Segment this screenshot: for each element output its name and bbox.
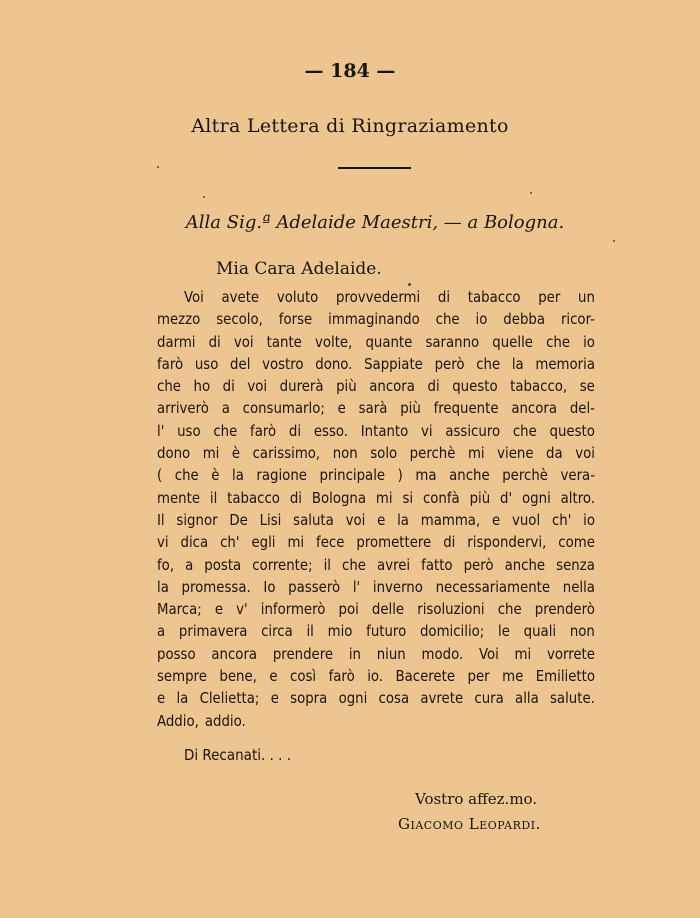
body-word: fo,: [157, 556, 175, 574]
body-word: per: [538, 289, 561, 306]
body-word: Intanto: [360, 422, 409, 440]
body-line: [157, 577, 595, 599]
body-word: necessariamente: [435, 578, 551, 596]
body-word: ): [397, 467, 403, 485]
body-word: Voi: [478, 645, 499, 663]
body-word: immaginando: [328, 311, 420, 329]
body-word: poi: [338, 601, 359, 619]
body-word: Emilietto: [535, 668, 595, 686]
body-word: ancora: [211, 645, 258, 663]
body-word: principale: [319, 467, 386, 485]
body-word: provvedermi: [336, 289, 421, 306]
body-word: l': [157, 422, 165, 440]
body-word: di: [222, 378, 235, 396]
body-word: mi: [514, 645, 532, 663]
body-line: [157, 666, 595, 688]
body-word: che: [213, 422, 238, 440]
body-word: modo.: [421, 645, 464, 663]
body-word: mi: [287, 534, 305, 552]
title-divider: [338, 167, 411, 169]
body-word: circa: [261, 623, 293, 641]
body-word: che: [157, 378, 181, 396]
body-word: che: [512, 422, 537, 440]
body-word: vostro: [262, 355, 304, 373]
body-word: e: [157, 690, 166, 708]
body-line: [157, 354, 595, 376]
body-word: il: [209, 489, 218, 507]
body-word: del: [230, 355, 251, 373]
body-word: ancora: [511, 400, 558, 418]
body-line: [157, 555, 595, 577]
body-line: [157, 510, 595, 532]
body-word: d': [500, 489, 513, 507]
body-word: mi: [375, 489, 393, 507]
body-word: vi: [421, 422, 433, 440]
body-word: voi: [247, 378, 268, 396]
body-word: sarà: [358, 400, 388, 418]
body-word: l': [352, 578, 361, 596]
body-word: Voi: [184, 289, 204, 306]
body-line: [157, 621, 595, 643]
body-word: farò: [328, 668, 355, 686]
body-word: però: [463, 556, 494, 574]
body-word: vorrete: [546, 645, 595, 663]
body-word: inverno: [372, 578, 423, 596]
body-line: [157, 421, 595, 443]
body-word: però: [434, 355, 465, 373]
body-line: [157, 488, 595, 510]
body-word: Il: [157, 511, 165, 529]
body-word: mi: [467, 445, 485, 463]
body-line: [157, 688, 595, 710]
body-word: è: [211, 467, 220, 485]
body-word: così: [290, 668, 317, 686]
body-word: voi: [345, 511, 366, 529]
body-word: la: [176, 690, 189, 708]
body-word: si: [402, 489, 414, 507]
body-word: saluta: [293, 511, 334, 529]
body-word: posso: [157, 645, 196, 663]
body-word: e: [270, 690, 279, 708]
body-word: mamma,: [420, 511, 481, 529]
body-word: più: [400, 400, 421, 418]
body-word: e: [269, 668, 278, 686]
body-word: farò: [157, 355, 184, 373]
body-word: la: [511, 355, 524, 373]
paper-speck: [530, 192, 532, 194]
body-word: le: [498, 623, 510, 641]
signature: Giacomo Leopardi.: [398, 815, 541, 833]
body-word: altro.: [560, 489, 595, 507]
body-word: a: [221, 400, 230, 418]
body-word: che: [435, 311, 460, 329]
body-word: che: [546, 333, 571, 351]
body-word: e: [337, 400, 346, 418]
body-word: in: [348, 645, 361, 663]
body-word: secolo,: [216, 311, 263, 329]
body-line: [157, 711, 595, 733]
body-word: questo: [549, 422, 595, 440]
body-word: memoria: [535, 355, 595, 373]
body-word: voluto: [276, 289, 319, 306]
paper-speck: [157, 166, 159, 168]
body-word: un: [578, 289, 595, 306]
body-word: la: [397, 511, 409, 529]
body-word: Bologna: [311, 489, 367, 507]
body-word: consumarlo;: [242, 400, 325, 418]
body-word: egli: [251, 534, 276, 552]
body-word: mezzo: [157, 311, 201, 329]
body-word: primavera: [178, 623, 248, 641]
body-word: di: [443, 534, 456, 552]
body-word: quali: [523, 623, 557, 641]
body-line: [157, 309, 595, 331]
body-word: ogni: [338, 690, 368, 708]
body-word: arriverò: [157, 400, 209, 418]
body-word: alla: [515, 690, 539, 708]
body-word: che: [497, 601, 522, 619]
body-word: del-: [569, 400, 595, 418]
body-word: addio.: [204, 712, 246, 730]
body-word: il: [306, 623, 314, 641]
body-line: [157, 644, 595, 666]
body-word: perchè: [409, 445, 456, 463]
body-word: darmi: [157, 333, 196, 351]
closing: Vostro affez.mo.: [415, 790, 538, 808]
body-word: voi: [575, 445, 595, 463]
body-word: più: [469, 489, 491, 507]
body-word: ma: [415, 467, 437, 485]
paper-speck: [613, 240, 615, 242]
body-line: [157, 332, 595, 354]
body-line: [157, 398, 595, 420]
body-word: io.: [367, 668, 384, 686]
body-word: informerò: [260, 601, 326, 619]
body-word: Addio,: [157, 712, 199, 730]
body-word: dica: [180, 534, 209, 552]
body-word: non: [569, 623, 595, 641]
body-word: fatto: [421, 556, 453, 574]
body-word: vi: [157, 534, 169, 552]
body-word: più: [336, 378, 357, 396]
body-word: avrei: [377, 556, 411, 574]
body-word: mente: [157, 489, 201, 507]
body-word: cura: [474, 690, 504, 708]
body-word: che: [342, 556, 366, 574]
body-word: non: [332, 445, 358, 463]
body-word: se: [579, 378, 595, 396]
body-line: [157, 376, 595, 398]
body-word: Marca;: [157, 601, 202, 619]
body-word: la: [157, 578, 169, 596]
body-word: avrete: [420, 690, 464, 708]
body-word: quelle: [492, 333, 533, 351]
body-word: come: [558, 534, 595, 552]
body-word: rispondervi,: [467, 534, 547, 552]
body-word: Io: [263, 578, 276, 596]
body-word: tabacco: [467, 289, 521, 306]
body-word: io: [475, 311, 488, 329]
body-word: ogni: [522, 489, 551, 507]
body-line: [157, 465, 595, 487]
body-word: questo: [452, 378, 498, 396]
body-word: tante: [266, 333, 302, 351]
body-word: solo: [370, 445, 398, 463]
body-word: perchè: [502, 467, 548, 485]
body-line: [157, 287, 595, 309]
body-word: ch': [551, 511, 572, 529]
body-word: volte,: [314, 333, 353, 351]
body-word: mio: [327, 623, 353, 641]
body-word: saranno: [425, 333, 480, 351]
body-word: vuol: [511, 511, 541, 529]
body-word: risoluzioni: [417, 601, 485, 619]
body-word: quante: [365, 333, 413, 351]
letter-title: Altra Lettera di Ringraziamento: [191, 115, 509, 137]
body-word: farò: [250, 422, 277, 440]
body-word: vera-: [560, 467, 595, 485]
body-word: posta: [204, 556, 242, 574]
body-word: Bacerete: [395, 668, 456, 686]
body-word: Sappiate: [364, 355, 423, 373]
body-word: me: [502, 668, 524, 686]
body-word: che: [476, 355, 501, 373]
body-word: tabacco: [227, 489, 280, 507]
body-word: ricor-: [560, 311, 595, 329]
body-word: fece: [316, 534, 345, 552]
body-line: [157, 443, 595, 465]
body-word: passerò: [288, 578, 341, 596]
body-word: corrente;: [252, 556, 313, 574]
body-word: di: [437, 289, 451, 306]
body-word: sopra: [290, 690, 328, 708]
body-word: debba: [503, 311, 546, 329]
body-line: [157, 532, 595, 554]
body-word: delle: [371, 601, 405, 619]
body-word: da: [546, 445, 563, 463]
body-word: (: [157, 467, 163, 485]
body-word: di: [427, 378, 440, 396]
body-word: anche: [504, 556, 546, 574]
body-word: cosa: [378, 690, 410, 708]
body-word: Clelietta;: [199, 690, 260, 708]
body-word: ancora: [369, 378, 415, 396]
body-word: assicuro: [445, 422, 501, 440]
letter-body: [157, 287, 595, 733]
body-word: dono: [157, 445, 191, 463]
body-word: e: [377, 511, 386, 529]
body-word: e: [491, 511, 501, 529]
body-word: futuro: [366, 623, 407, 641]
body-word: domicilio;: [419, 623, 485, 641]
body-word: niun: [376, 645, 406, 663]
body-word: prenderò: [534, 601, 595, 619]
body-word: bene,: [219, 668, 257, 686]
body-word: confà: [422, 489, 460, 507]
body-word: è: [231, 445, 241, 463]
body-word: per: [467, 668, 490, 686]
body-word: di: [289, 489, 302, 507]
body-word: di: [288, 422, 302, 440]
body-word: di: [208, 333, 221, 351]
body-word: uso: [177, 422, 201, 440]
body-word: prendere: [272, 645, 334, 663]
addressee-line: Alla Sig.ª Adelaide Maestri, — a Bologna.: [185, 212, 565, 233]
body-line: [157, 599, 595, 621]
body-word: anche: [449, 467, 490, 485]
body-word: promettere: [356, 534, 432, 552]
body-word: io: [583, 333, 595, 351]
body-word: signor: [176, 511, 218, 529]
body-word: promessa.: [181, 578, 251, 596]
body-word: dono.: [315, 355, 353, 373]
paper-speck: [408, 283, 411, 286]
body-word: sempre: [157, 668, 207, 686]
body-word: ch': [220, 534, 240, 552]
body-word: ragione: [256, 467, 307, 485]
body-word: voi: [233, 333, 254, 351]
page-number: — 184 —: [304, 60, 396, 82]
body-word: esso.: [313, 422, 348, 440]
body-word: frequente: [433, 400, 499, 418]
salutation: Mia Cara Adelaide.: [216, 259, 382, 279]
body-word: il: [323, 556, 332, 574]
body-word: mi: [202, 445, 220, 463]
body-word: e: [214, 601, 224, 619]
body-word: nella: [562, 578, 595, 596]
body-word: v': [236, 601, 248, 619]
body-word: senza: [556, 556, 595, 574]
body-word: durerà: [279, 378, 324, 396]
paper-speck: [203, 196, 205, 198]
body-word: avete: [221, 289, 260, 306]
body-word: De: [229, 511, 248, 529]
body-word: che: [174, 467, 199, 485]
body-word: viene: [497, 445, 534, 463]
body-word: carissimo,: [252, 445, 321, 463]
body-word: forse: [278, 311, 313, 329]
body-word: tabacco,: [510, 378, 568, 396]
place-date: Di Recanati. . . .: [184, 746, 291, 764]
body-word: ho: [193, 378, 211, 396]
body-word: a: [185, 556, 194, 574]
body-word: Lisi: [259, 511, 282, 529]
body-word: uso: [194, 355, 219, 373]
body-word: a: [157, 623, 166, 641]
body-word: la: [232, 467, 244, 485]
body-word: io: [583, 511, 595, 529]
body-word: salute.: [550, 690, 595, 708]
